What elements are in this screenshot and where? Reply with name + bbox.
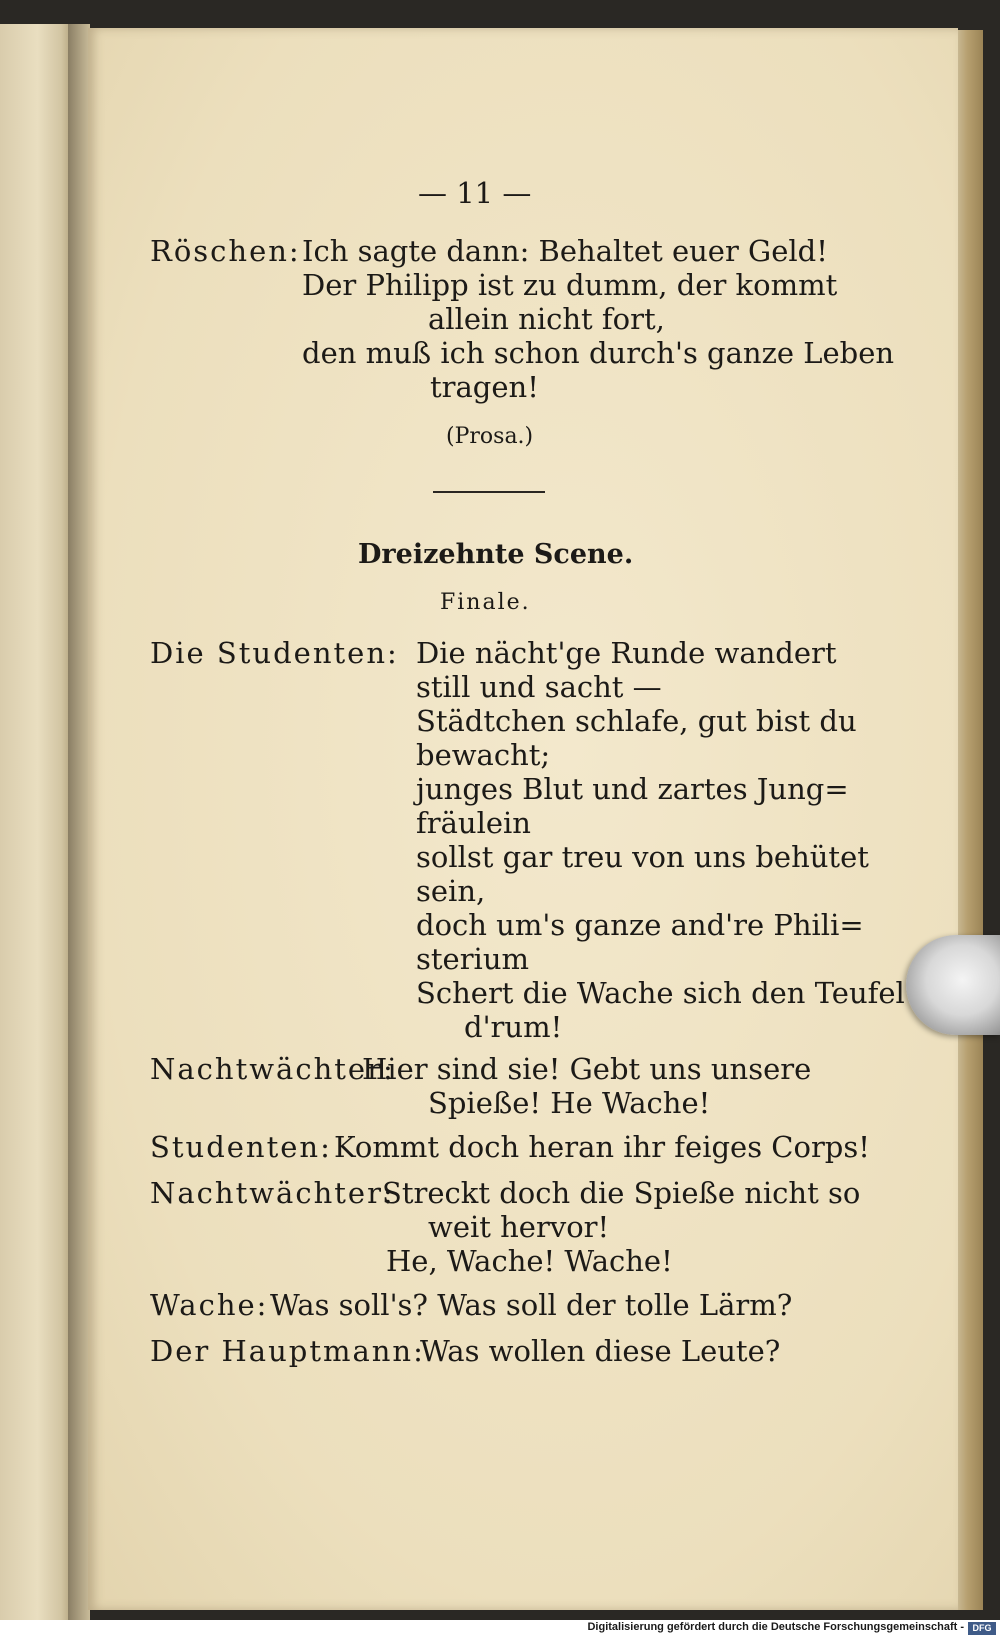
verse-line: den muß ich schon durch's ganze Leben [302,336,895,370]
section-divider [433,491,545,493]
scene-title: Dreizehnte Scene. [358,539,634,570]
funding-credit: Digitalisierung gefördert durch die Deutsche Forschungsgemeinschaft - [587,1621,964,1633]
previous-page-edge [0,24,70,1620]
verse-line: weit hervor! [428,1210,610,1244]
speaker-nachtwaechter: Nachtwächter: [150,1052,395,1086]
verse-line: He, Wache! Wache! [386,1244,673,1278]
book-gutter [68,24,90,1620]
speaker-wache: Wache: [150,1288,269,1322]
verse-line: fräulein [416,806,531,840]
verse-line: Spieße! He Wache! [428,1086,711,1120]
verse-line: still und sacht — [416,670,662,704]
verse-line: Streckt doch die Spieße nicht so [382,1176,861,1210]
verse-line: sterium [416,942,530,976]
speaker-nachtwaechter: Nachtwächter: [150,1176,395,1210]
verse-line: bewacht; [416,738,551,772]
stage-direction: (Prosa.) [446,424,534,449]
speaker-roeschen: Röschen: [150,234,301,268]
verse-line: Schert die Wache sich den Teufel [416,976,905,1010]
verse-line: sollst gar treu von uns behütet [416,840,869,874]
page-number: — 11 — [418,176,532,210]
verse-line: Was soll's? Was soll der tolle Lärm? [270,1288,793,1322]
dfg-logo: DFG [968,1622,996,1635]
page-clip-glare [906,935,1000,1035]
speaker-der-hauptmann: Der Hauptmann: [150,1334,425,1368]
verse-line: Die nächt'ge Runde wandert [416,636,837,670]
verse-line: Der Philipp ist zu dumm, der kommt [302,268,838,302]
verse-line: doch um's ganze and're Phili= [416,908,864,942]
verse-line: allein nicht fort, [428,302,665,336]
scene-subtitle: Finale. [440,590,531,615]
verse-line: junges Blut und zartes Jung= [416,772,849,806]
verse-line: d'rum! [464,1010,563,1044]
verse-line: Ich sagte dann: Behaltet euer Geld! [302,234,828,268]
verse-line: Hier sind sie! Gebt uns unsere [362,1052,812,1086]
page-stack-edge [955,30,983,1610]
verse-line: sein, [416,874,486,908]
verse-line: Was wollen diese Leute? [420,1334,781,1368]
speaker-die-studenten: Die Studenten: [150,636,399,670]
verse-line: Städtchen schlafe, gut bist du [416,704,857,738]
verse-line: Kommt doch heran ihr feiges Corps! [334,1130,870,1164]
verse-line: tragen! [430,370,539,404]
speaker-studenten: Studenten: [150,1130,332,1164]
